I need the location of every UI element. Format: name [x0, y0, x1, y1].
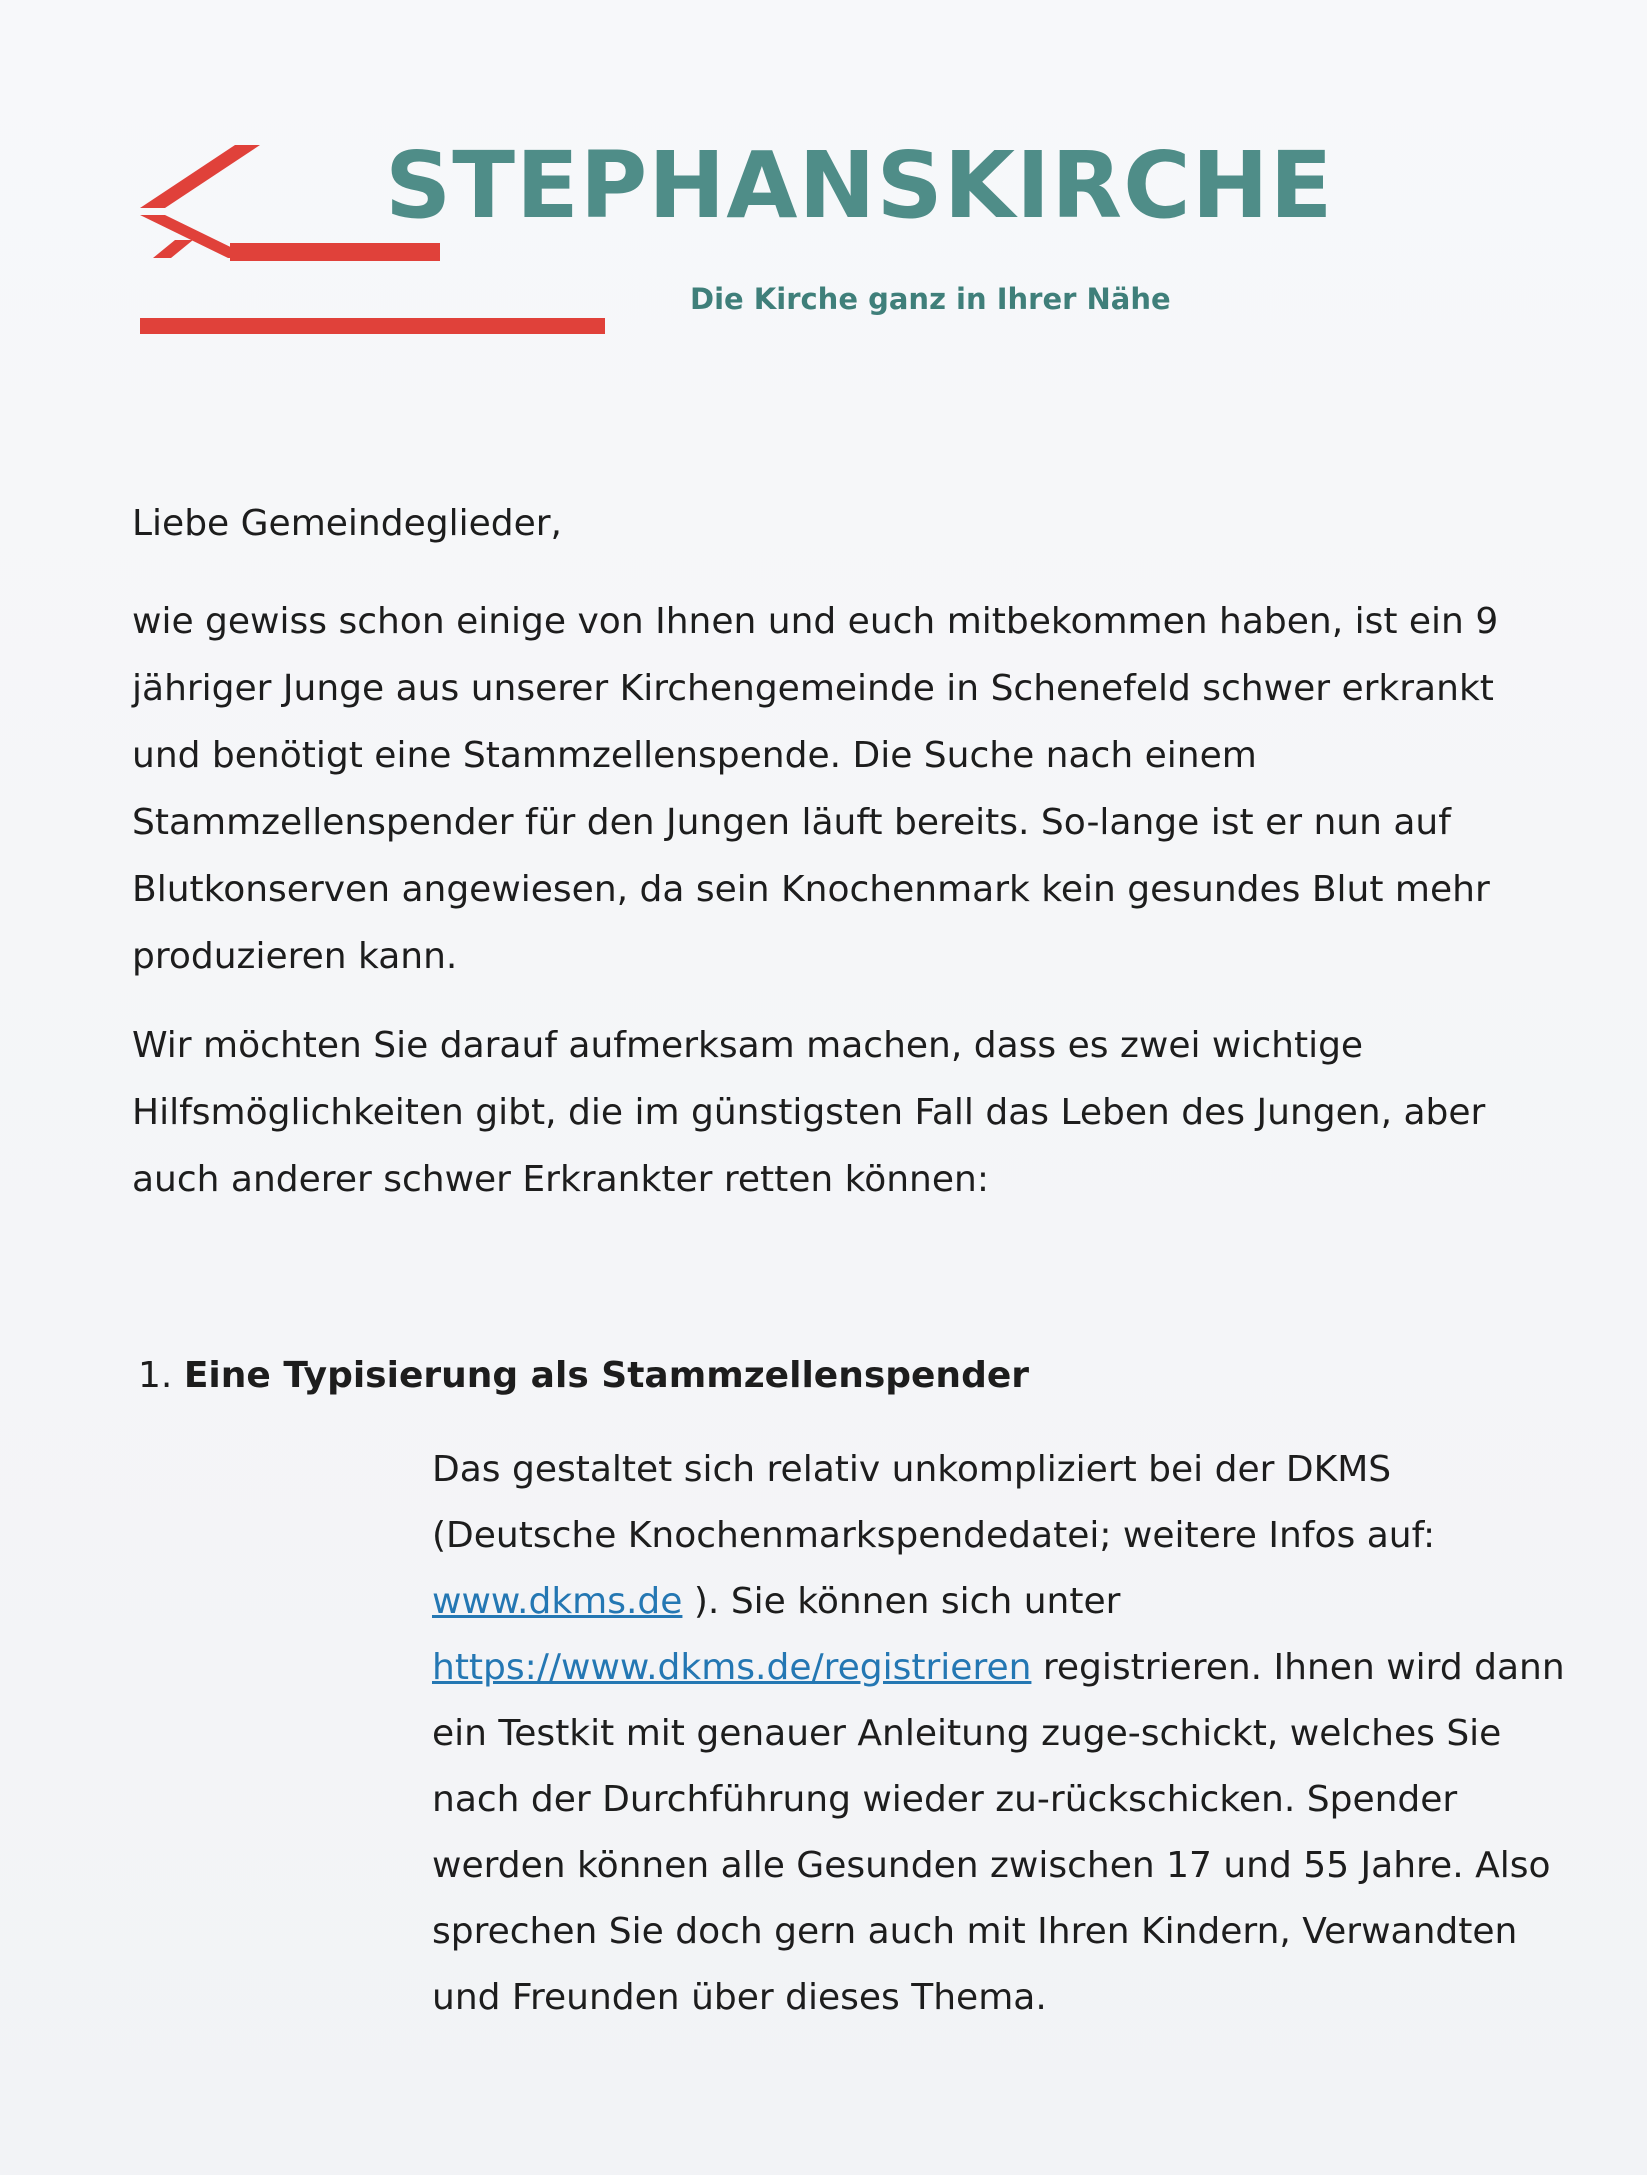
letter-paragraph-1: wie gewiss schon einige von Ihnen und euch mitbekommen haben, ist ein 9 jähriger Junge aus unserer Kirchengemeinde in Schenefeld schwer erkrankt und benötigt eine Stammzellenspende. Die Suche nach einem Stammzellenspender für den Jungen läuft bereits. So-lange ist er nun auf Blutkonserven angewiesen, da sein Knochenmark kein gesundes Blut mehr produzieren kann.	[132, 601, 1499, 977]
dkms-link[interactable]: www.dkms.de	[432, 1581, 683, 1622]
item-text-2: ). Sie können sich unter	[682, 1581, 1121, 1622]
list-item-number: 1.	[138, 1355, 173, 1396]
logo-title: STEPHANSKIRCHE	[385, 132, 1334, 239]
list-item-title: Eine Typisierung als Stammzellenspender	[183, 1355, 1030, 1396]
letter-greeting: Liebe Gemeindeglieder,	[132, 503, 562, 544]
dkms-register-link[interactable]: https://www.dkms.de/registrieren	[432, 1647, 1032, 1688]
item-text-1: Das gestaltet sich relativ unkompliziert bei der DKMS (Deutsche Knochenmarkspendedatei; weitere Infos auf:	[432, 1449, 1436, 1556]
letter-paragraph-2: Wir möchten Sie darauf aufmerksam machen, dass es zwei wichtige Hilfsmöglichkeiten gibt, die im günstigsten Fall das Leben des Jungen, aber auch anderer schwer Erkrankter retten können:	[132, 1025, 1486, 1200]
list-item-heading	[138, 1346, 1029, 1406]
list-item-body	[432, 1437, 1572, 2031]
church-logo	[135, 132, 1334, 340]
item-text-3: registrieren. Ihnen wird dann ein Testkit mit genauer Anleitung zuge-schickt, welches Sie nach der Durchführung wieder zu-rückschicken. Spender werden können alle Gesunden zwischen 17 und 55 Jahre. Also sprechen Sie doch gern auch mit Ihren Kindern, Verwandten und Freunden über dieses Thema.	[432, 1647, 1565, 2018]
logo-subtitle: Die Kirche ganz in Ihrer Nähe	[690, 282, 1171, 316]
